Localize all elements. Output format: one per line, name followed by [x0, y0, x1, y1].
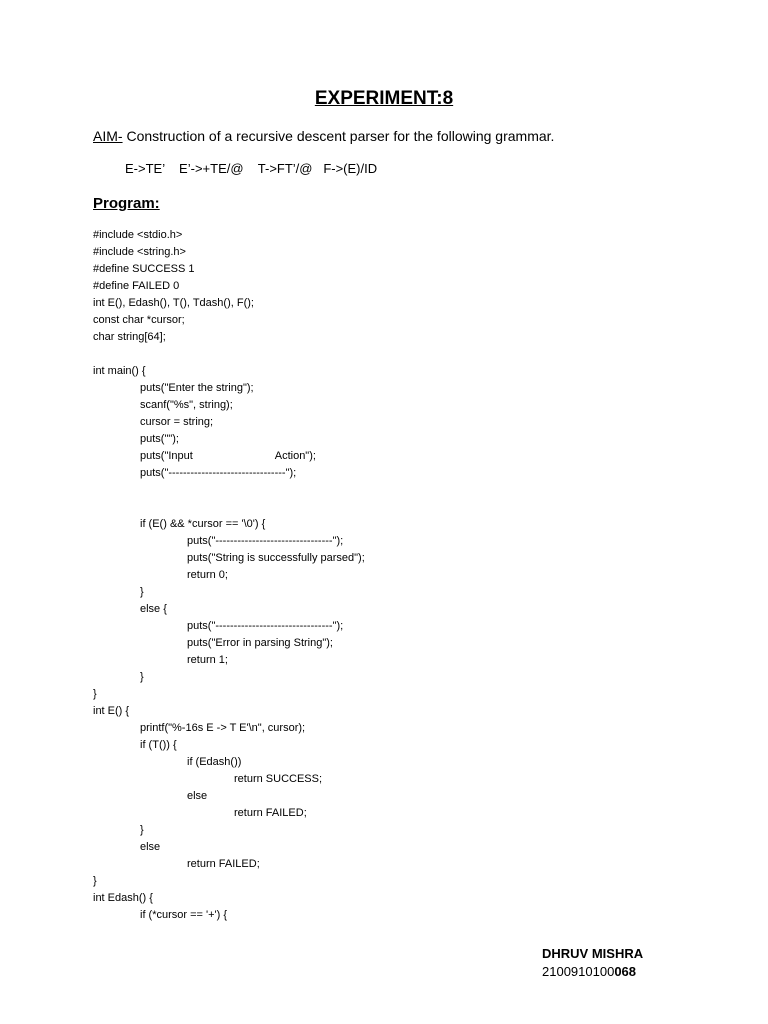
- grammar-rules: E->TE’ E’->+TE/@ T->FT’/@ F->(E)/ID: [125, 161, 378, 176]
- author-name: DHRUV MISHRA: [542, 946, 644, 961]
- code-line: puts("Input Action");: [140, 450, 316, 462]
- code-line: #define SUCCESS 1: [93, 263, 195, 275]
- code-line: puts("Error in parsing String");: [187, 637, 333, 649]
- code-line: char string[64];: [93, 331, 166, 343]
- code-line: puts("");: [140, 433, 179, 445]
- code-block: [93, 227, 365, 924]
- aim-label: AIM-: [93, 128, 123, 144]
- code-line: puts("--------------------------------");: [187, 535, 344, 547]
- code-line: [93, 346, 365, 363]
- code-line: [93, 499, 365, 516]
- roll-number-prefix: 2100910100: [542, 964, 615, 979]
- code-line: const char *cursor;: [93, 314, 185, 326]
- code-line: return 0;: [187, 569, 228, 581]
- code-line: if (*cursor == '+') {: [140, 909, 228, 921]
- code-line: #include <stdio.h>: [93, 229, 183, 241]
- code-line: else {: [140, 603, 167, 615]
- code-line: int Edash() {: [93, 892, 153, 904]
- code-line: cursor = string;: [140, 416, 214, 428]
- code-line: puts("String is successfully parsed");: [187, 552, 365, 564]
- code-line: #include <string.h>: [93, 246, 186, 258]
- code-line: puts("Enter the string");: [140, 382, 254, 394]
- code-line: return FAILED;: [234, 807, 307, 819]
- code-line: #define FAILED 0: [93, 280, 180, 292]
- author-block: [542, 945, 643, 981]
- code-line: return SUCCESS;: [234, 773, 323, 785]
- code-line: }: [140, 824, 144, 836]
- author-roll-number: [542, 963, 643, 981]
- code-line: puts("--------------------------------");: [140, 467, 297, 479]
- code-line: puts("--------------------------------");: [187, 620, 344, 632]
- code-line: return FAILED;: [187, 858, 260, 870]
- code-line: else: [187, 790, 208, 802]
- code-line: return 1;: [187, 654, 228, 666]
- code-line: }: [93, 688, 97, 700]
- code-line: int main() {: [93, 365, 146, 377]
- page-title: EXPERIMENT:8: [314, 88, 454, 109]
- code-line: [93, 482, 365, 499]
- code-line: }: [93, 875, 97, 887]
- code-line: if (T()) {: [140, 739, 177, 751]
- code-line: else: [140, 841, 161, 853]
- program-heading: Program:: [93, 195, 160, 212]
- code-line: if (E() && *cursor == '\0') {: [140, 518, 266, 530]
- code-line: int E(), Edash(), T(), Tdash(), F();: [93, 297, 254, 309]
- code-line: if (Edash()): [187, 756, 242, 768]
- code-line: printf("%-16s E -> T E'\n", cursor);: [140, 722, 306, 734]
- code-line: scanf("%s", string);: [140, 399, 233, 411]
- code-line: }: [140, 671, 144, 683]
- aim-text: Construction of a recursive descent parser for the following grammar.: [122, 128, 555, 144]
- code-line: }: [140, 586, 144, 598]
- code-line: int E() {: [93, 705, 130, 717]
- roll-number-suffix: 068: [614, 964, 637, 979]
- aim-statement: [93, 128, 554, 144]
